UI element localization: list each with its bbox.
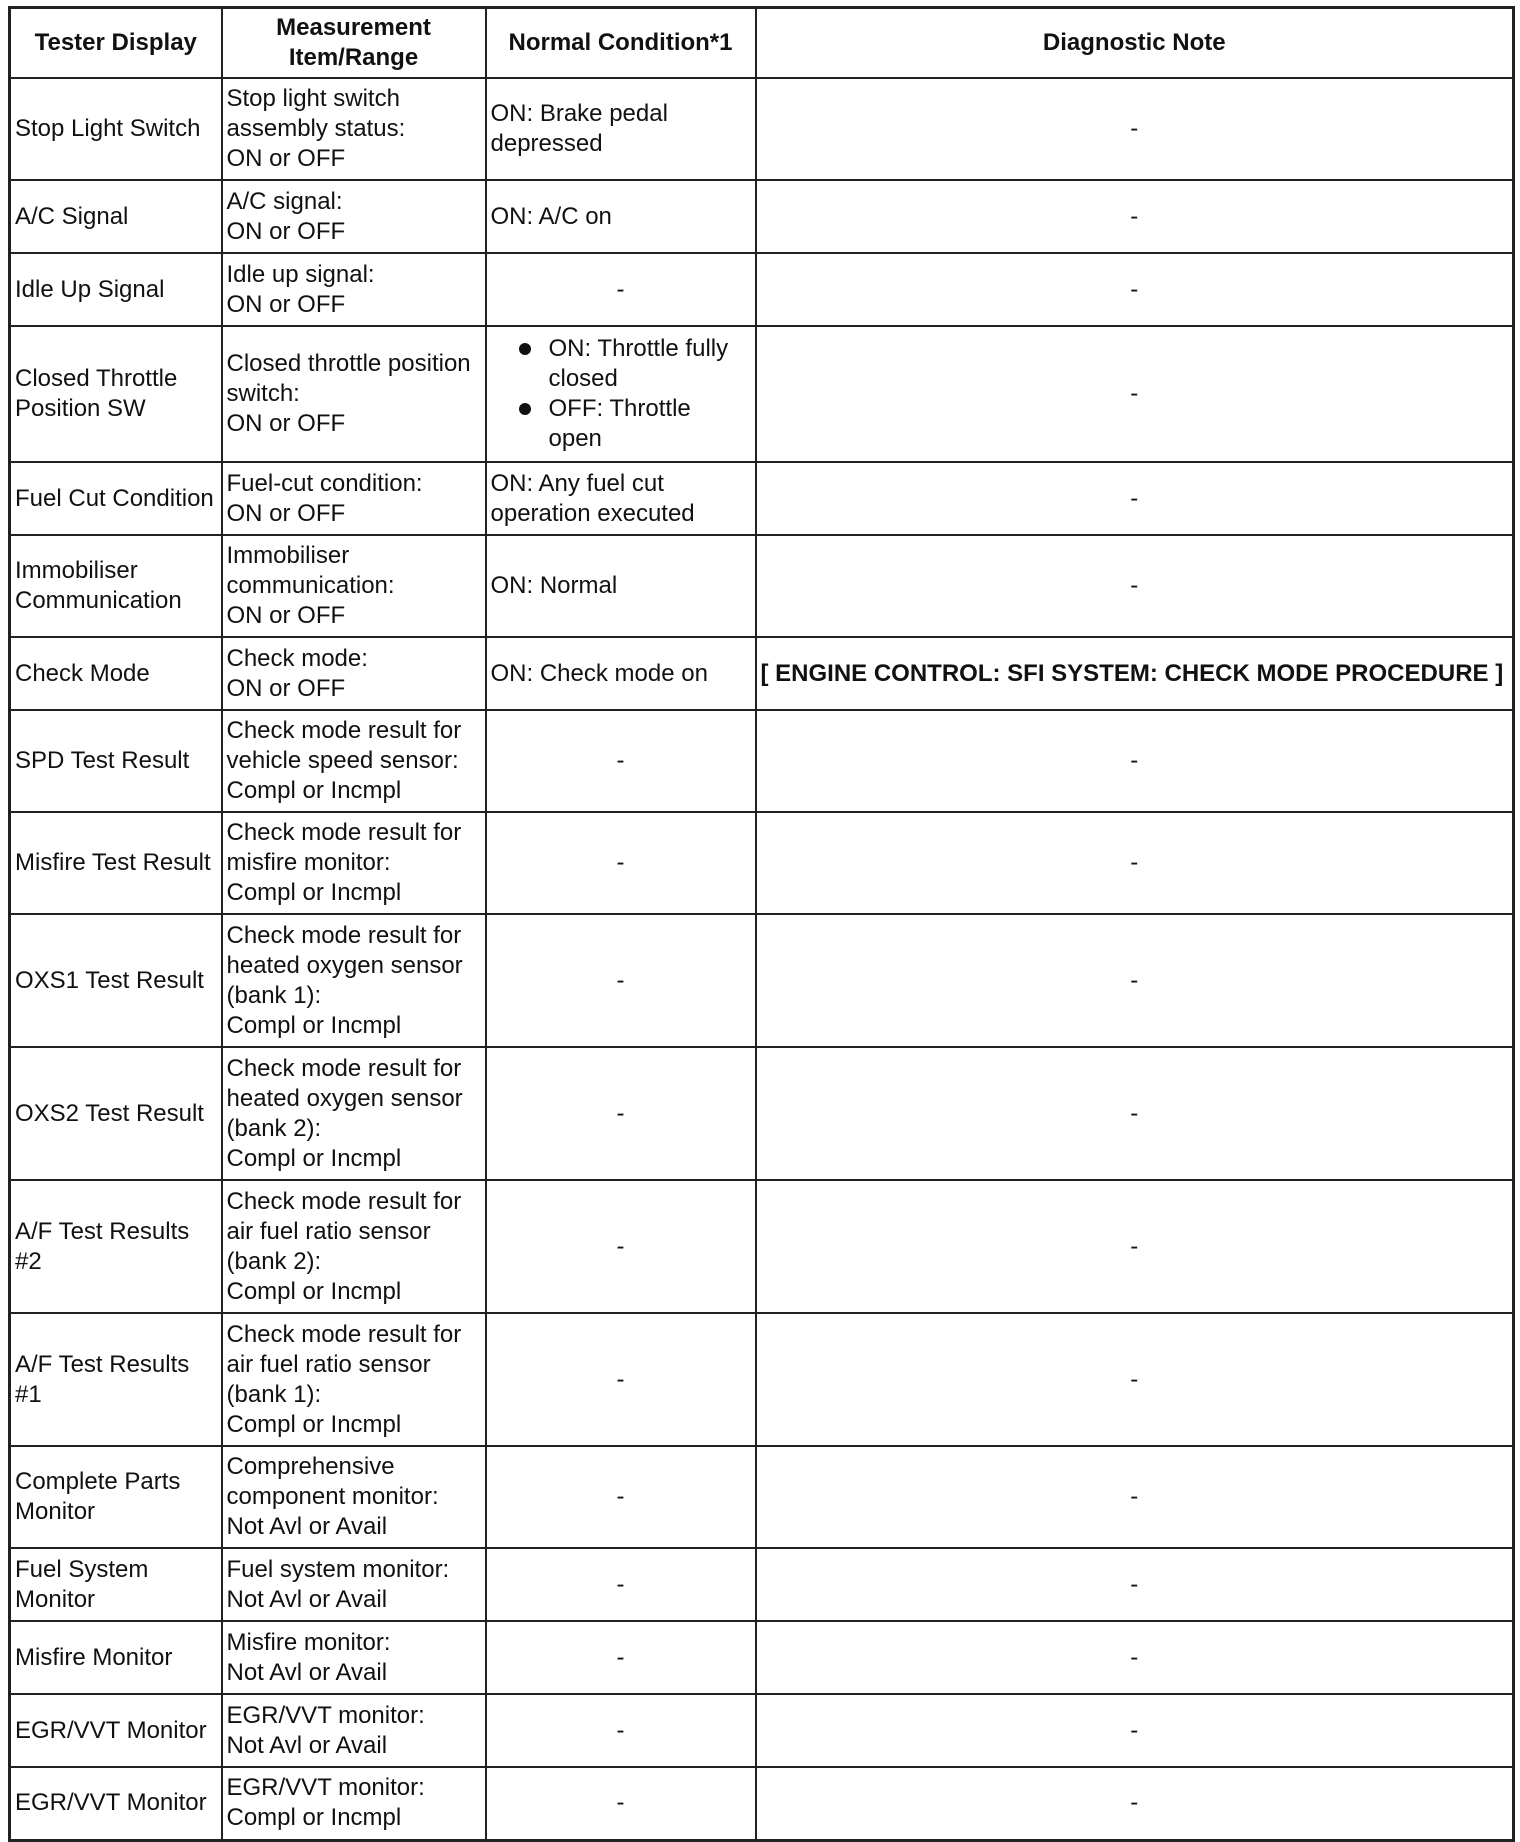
normal-condition-cell: - <box>486 253 756 326</box>
diagnostic-note-cell: - <box>756 710 1514 812</box>
data-list-table <box>8 6 1515 1842</box>
measurement-line: Immobiliser communication: <box>226 542 395 599</box>
measurement-line: Compl or Incmpl <box>226 777 402 804</box>
table-row-oxs1-test-result <box>10 914 1514 1047</box>
normal-condition-cell: - <box>486 1313 756 1446</box>
table-row-af-test-results-1 <box>10 1313 1514 1446</box>
measurement-line: Check mode result for air fuel ratio sensor (bank 2): <box>226 1187 462 1275</box>
measurement-line: Fuel-cut condition: <box>226 469 423 497</box>
diagnostic-note-cell: - <box>756 326 1514 462</box>
measurement-item-cell <box>222 710 486 812</box>
tester-display-cell: Immobiliser Communication <box>10 535 222 637</box>
table-row-misfire-test-result <box>10 812 1514 914</box>
diagnostic-note-cell: - <box>756 1446 1514 1548</box>
measurement-item-cell <box>222 462 486 535</box>
normal-condition-bullet: ON: Throttle fully closed <box>519 334 751 394</box>
normal-condition-cell: ON: Normal <box>486 535 756 637</box>
diagnostic-note-cell: - <box>756 78 1514 180</box>
diagnostic-note-cell: - <box>756 180 1514 253</box>
normal-condition-cell: - <box>486 1694 756 1767</box>
measurement-line: Compl or Incmpl <box>226 1144 402 1172</box>
measurement-item-cell <box>222 1621 486 1694</box>
tester-display-cell: A/C Signal <box>10 180 222 253</box>
normal-condition-cell: - <box>486 1047 756 1180</box>
measurement-item-cell <box>222 1180 486 1313</box>
header-diagnostic-note: Diagnostic Note <box>756 8 1514 79</box>
measurement-line: Check mode: <box>226 644 368 672</box>
measurement-line: ON or OFF <box>226 674 346 702</box>
normal-condition-cell: - <box>486 914 756 1047</box>
normal-condition-cell: - <box>486 1767 756 1840</box>
measurement-line: Not Avl or Avail <box>226 1585 388 1613</box>
measurement-item-cell <box>222 1767 486 1840</box>
measurement-line: Compl or Incmpl <box>226 1277 402 1305</box>
normal-condition-cell: - <box>486 710 756 812</box>
measurement-line: Compl or Incmpl <box>226 1804 402 1832</box>
measurement-line: Compl or Incmpl <box>226 1011 402 1039</box>
measurement-item-cell <box>222 78 486 180</box>
measurement-line: A/C signal: <box>226 187 343 215</box>
tester-display-cell: Complete Parts Monitor <box>10 1446 222 1548</box>
diagnostic-note-cell: - <box>756 1694 1514 1767</box>
tester-display-cell: Idle Up Signal <box>10 253 222 326</box>
table-row-closed-throttle-position-sw <box>10 326 1514 462</box>
header-measurement-item-range: Measurement Item/Range <box>222 8 486 79</box>
measurement-item-cell <box>222 326 486 462</box>
normal-condition-cell: - <box>486 1446 756 1548</box>
measurement-line: ON or OFF <box>226 499 346 527</box>
table-row-complete-parts-monitor <box>10 1446 1514 1548</box>
normal-condition-cell: ON: Check mode on <box>486 637 756 710</box>
measurement-line: Not Avl or Avail <box>226 1513 388 1540</box>
table-body <box>10 78 1514 1840</box>
tester-display-cell: Closed Throttle Position SW <box>10 326 222 462</box>
measurement-line: ON or OFF <box>226 290 346 318</box>
measurement-item-cell <box>222 914 486 1047</box>
measurement-line: EGR/VVT monitor: <box>226 1774 425 1802</box>
tester-display-cell: Misfire Monitor <box>10 1621 222 1694</box>
measurement-line: EGR/VVT monitor: <box>226 1701 425 1729</box>
measurement-item-cell <box>222 180 486 253</box>
measurement-item-cell <box>222 1694 486 1767</box>
measurement-line: ON or OFF <box>226 217 346 245</box>
normal-condition-cell: ON: A/C on <box>486 180 756 253</box>
diagnostic-note-cell: - <box>756 1621 1514 1694</box>
normal-condition-cell: ON: Any fuel cut operation executed <box>486 462 756 535</box>
normal-condition-cell: - <box>486 1621 756 1694</box>
measurement-line: Not Avl or Avail <box>226 1658 388 1686</box>
normal-condition-cell: - <box>486 812 756 914</box>
diagnostic-note-reference: [ ENGINE CONTROL: SFI SYSTEM: CHECK MODE PROCEDURE ] <box>756 637 1514 710</box>
measurement-line: Compl or Incmpl <box>226 1410 402 1438</box>
measurement-item-cell <box>222 535 486 637</box>
tester-display-cell: Stop Light Switch <box>10 78 222 180</box>
measurement-item-cell <box>222 812 486 914</box>
diagnostic-note-cell: - <box>756 1548 1514 1621</box>
measurement-item-cell <box>222 1047 486 1180</box>
diagnostic-note-cell: - <box>756 253 1514 326</box>
table-row-stop-light-switch <box>10 78 1514 180</box>
normal-condition-list <box>491 334 751 454</box>
diagnostic-note-cell: - <box>756 1047 1514 1180</box>
normal-condition-cell: ON: Brake pedal depressed <box>486 78 756 180</box>
table-row-immobiliser-communication <box>10 535 1514 637</box>
measurement-line: Check mode result for heated oxygen sensor (bank 2): <box>226 1054 463 1142</box>
measurement-item-cell <box>222 1548 486 1621</box>
measurement-item-cell <box>222 1313 486 1446</box>
tester-display-cell: EGR/VVT Monitor <box>10 1767 222 1840</box>
header-row <box>10 8 1514 79</box>
header-tester-display: Tester Display <box>10 8 222 79</box>
measurement-item-cell <box>222 637 486 710</box>
measurement-line: Check mode result for heated oxygen sensor (bank 1): <box>226 921 463 1009</box>
tester-display-cell: Check Mode <box>10 637 222 710</box>
measurement-line: Idle up signal: <box>226 260 375 288</box>
measurement-line: Fuel system monitor: <box>226 1555 450 1583</box>
tester-display-cell: EGR/VVT Monitor <box>10 1694 222 1767</box>
normal-condition-bullet: OFF: Throttle open <box>519 394 751 454</box>
tester-display-cell: OXS2 Test Result <box>10 1047 222 1180</box>
measurement-item-cell <box>222 253 486 326</box>
table-row-ac-signal <box>10 180 1514 253</box>
diagnostic-note-cell: - <box>756 1180 1514 1313</box>
table-row-check-mode <box>10 637 1514 710</box>
table-row-egr-vvt-monitor-avail <box>10 1694 1514 1767</box>
table-row-spd-test-result <box>10 710 1514 812</box>
diagnostic-note-cell: - <box>756 1313 1514 1446</box>
table-row-egr-vvt-monitor-compl <box>10 1767 1514 1840</box>
measurement-item-cell <box>222 1446 486 1548</box>
measurement-line: ON or OFF <box>226 410 346 437</box>
tester-display-cell: SPD Test Result <box>10 710 222 812</box>
measurement-line: Check mode result for vehicle speed sensor: <box>226 717 462 774</box>
table-row-idle-up-signal <box>10 253 1514 326</box>
table-row-oxs2-test-result <box>10 1047 1514 1180</box>
measurement-line: Compl or Incmpl <box>226 879 402 906</box>
diagnostic-note-cell: - <box>756 914 1514 1047</box>
tester-display-cell: Misfire Test Result <box>10 812 222 914</box>
tester-display-cell: Fuel System Monitor <box>10 1548 222 1621</box>
measurement-line: ON or OFF <box>226 602 346 629</box>
table-row-misfire-monitor <box>10 1621 1514 1694</box>
measurement-line: Not Avl or Avail <box>226 1731 388 1759</box>
diagnostic-note-cell: - <box>756 462 1514 535</box>
measurement-line: Stop light switch assembly status: <box>226 85 406 142</box>
tester-display-cell: A/F Test Results #2 <box>10 1180 222 1313</box>
measurement-line: Comprehensive component monitor: <box>226 1453 439 1510</box>
header-normal-condition: Normal Condition*1 <box>486 8 756 79</box>
table-row-fuel-system-monitor <box>10 1548 1514 1621</box>
diagnostic-note-cell: - <box>756 535 1514 637</box>
measurement-line: Check mode result for air fuel ratio sensor (bank 1): <box>226 1320 462 1408</box>
measurement-line: Closed throttle position switch: <box>226 350 471 407</box>
tester-display-cell: A/F Test Results #1 <box>10 1313 222 1446</box>
table-row-af-test-results-2 <box>10 1180 1514 1313</box>
measurement-line: Check mode result for misfire monitor: <box>226 819 462 876</box>
normal-condition-cell <box>486 326 756 462</box>
table-row-fuel-cut-condition <box>10 462 1514 535</box>
measurement-line: Misfire monitor: <box>226 1628 391 1656</box>
diagnostic-note-cell: - <box>756 1767 1514 1840</box>
tester-display-cell: OXS1 Test Result <box>10 914 222 1047</box>
normal-condition-cell: - <box>486 1180 756 1313</box>
diagnostic-note-cell: - <box>756 812 1514 914</box>
tester-display-cell: Fuel Cut Condition <box>10 462 222 535</box>
measurement-line: ON or OFF <box>226 145 346 172</box>
normal-condition-cell: - <box>486 1548 756 1621</box>
